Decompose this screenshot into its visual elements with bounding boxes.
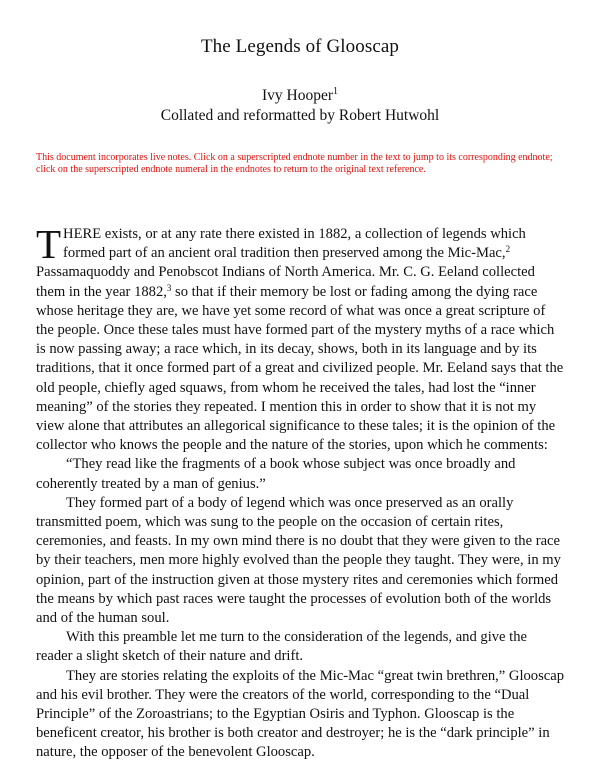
paragraph-1-part-3: so that if their memory be lost or fading among the dying race whose heritage they are, we have yet some record of what was once a great scripture of the people. Once these tales must have formed part of the mystery myths of a race which is now passing away; a race which, in its decay, shows, both in its language and by its traditions, that it once formed part of a great and civilized people. Mr. Eeland says that the old people, chiefly aged squaws, from whom he received the tales, had lost the “inner meaning” of the stories they repeated. I mention this in order to show that it is not my view alone that attributes an allegorical significance to these tales; it is the opinion of the collector who knows the people and the nature of the stories, upon which he comments: — [36, 283, 564, 454]
paragraph-2-quote: “They read like the fragments of a book whose subject was once broadly and coherently treated by a man of genius.” — [36, 456, 516, 492]
author-name: Ivy Hooper — [261, 87, 334, 104]
drop-cap: T — [36, 221, 62, 267]
paragraph-1-part-1: HERE exists, or at any rate there existed in 1882, a collection of legends which formed part of an ancient oral tradition then preserved among the Mic-Mac, — [63, 226, 526, 262]
paragraph-1 — [36, 221, 566, 455]
collated-by-line: Collated and reformatted by Robert Hutwohl — [160, 107, 440, 124]
endnote-ref-1[interactable]: 1 — [333, 86, 339, 97]
paragraph-3: They formed part of a body of legend which was once preserved as an orally transmitted poem, which was sung to the people on the occasion of certain rites, ceremonies, and feasts. In my own mind there is no doubt that they were given to the race by their teachers, men more highly evolved than the people they taught. They were, in my opinion, part of the instruction given at those mystery rites and ceremonies which formed the means by which past races were taught the processes of evolution both of the worlds and of the human soul. — [36, 494, 561, 627]
paragraph-5: They are stories relating the exploits of the Mic-Mac “great twin brethren,” Glooscap and his evil brother. They were the creators of the world, corresponding to the “Dual Principle” of the Zoroastrians; to the Egyptian Osiris and Typhon. Glooscap is the beneficent creator, his brother is both creator and destroyer; he is the “dark principle” in nature, the opposer of the benevolent Glooscap. — [36, 667, 565, 761]
paragraph-1-part-2: Passamaquoddy and Penobscot Indians of North America. Mr. C. G. Eeland collected them in the year 1882, — [36, 264, 535, 300]
author-line — [0, 87, 600, 105]
live-notes-notice: This document incorporates live notes. Click on a superscripted endnote number in the text to jump to its corresponding endnote; click on the superscripted endnote numeral in the endnotes to return to the original text reference. — [36, 152, 553, 175]
endnote-ref-3[interactable]: 3 — [166, 282, 172, 293]
endnote-ref-2[interactable]: 2 — [505, 244, 511, 255]
document-title: The Legends of Glooscap — [200, 36, 400, 57]
body-text — [36, 221, 566, 763]
paragraph-4: With this preamble let me turn to the consideration of the legends, and give the reader a slight sketch of their nature and drift. — [36, 629, 528, 665]
